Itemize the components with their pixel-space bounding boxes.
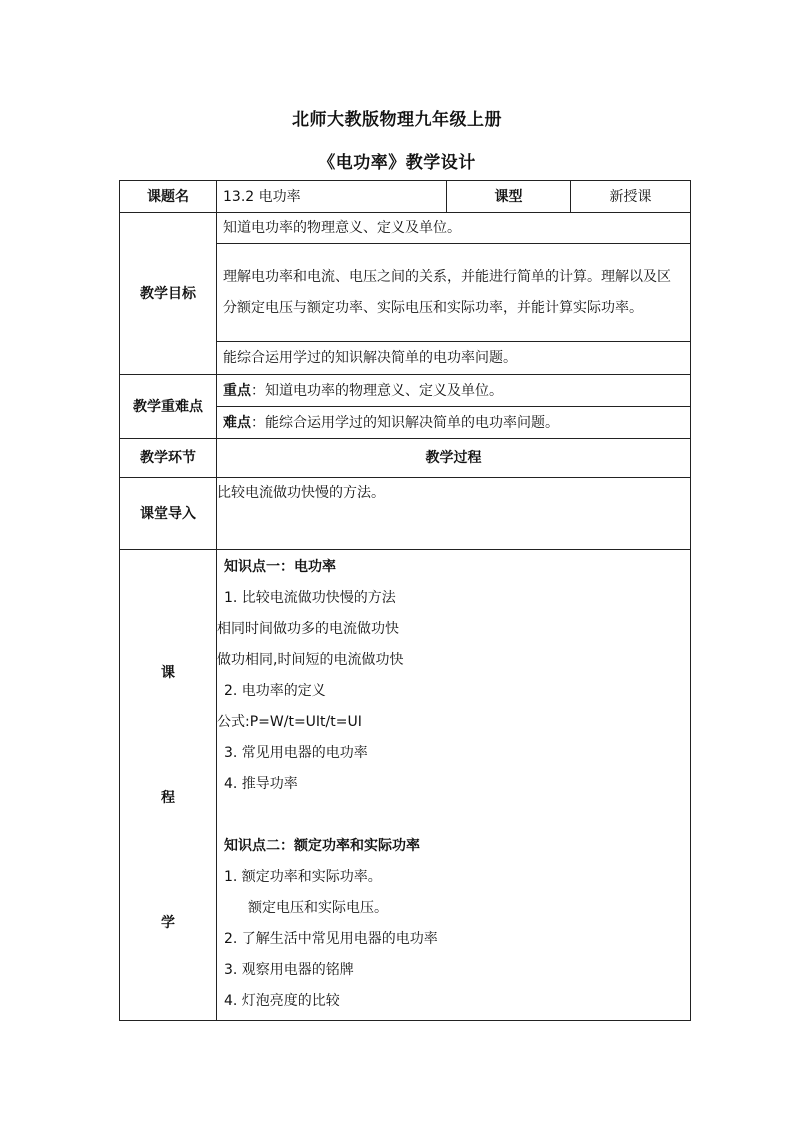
objective-item: 理解电功率和电流、电压之间的关系，并能进行简单的计算。理解以及区分额定电压与额定功率、实际电压和实际功率，并能计算实际功率。 — [217, 244, 691, 342]
topic-label: 课题名 — [120, 181, 217, 213]
lesson-line: 公式:P=W/t=UIt/t=UI — [217, 714, 362, 730]
intro-row — [120, 478, 691, 550]
lesson-stage-label — [120, 550, 216, 1020]
lesson-stage-cell — [120, 550, 217, 1021]
document-title: 北师大教版物理九年级上册 — [292, 110, 502, 130]
lesson-line: 1. 额定功率和实际功率。 — [224, 869, 382, 885]
difficult-point-label: 难点 — [223, 414, 251, 431]
lesson-line: 4. 灯泡亮度的比较 — [224, 993, 340, 1009]
lesson-line: 额定电压和实际电压。 — [248, 900, 388, 916]
intro-text: 比较电流做功快慢的方法。 — [217, 478, 691, 550]
spacer — [217, 800, 690, 831]
key-point — [217, 375, 691, 407]
objective-row-1 — [120, 213, 691, 244]
lesson-line: 2. 电功率的定义 — [224, 683, 326, 699]
lesson-line: 2. 了解生活中常见用电器的电功率 — [224, 931, 438, 947]
knowledge-point-heading: 知识点二：额定功率和实际功率 — [224, 838, 420, 854]
lesson-line: 做功相同,时间短的电流做功快 — [217, 652, 404, 668]
difficult-point — [217, 407, 691, 439]
key-point-text: ：知道电功率的物理意义、定义及单位。 — [251, 382, 503, 399]
lesson-row — [120, 550, 691, 1021]
lesson-type-label: 课型 — [447, 181, 571, 213]
lesson-stage-char: 课 — [161, 665, 175, 681]
stage-header: 教学环节 — [120, 439, 217, 478]
objectives-label: 教学目标 — [120, 213, 217, 375]
lesson-line: 4. 推导功率 — [224, 776, 298, 792]
lesson-stage-char: 程 — [161, 790, 175, 806]
lesson-stage-char: 学 — [161, 915, 175, 931]
lesson-line: 相同时间做功多的电流做功快 — [217, 621, 399, 637]
key-point-row — [120, 375, 691, 407]
objective-item: 知道电功率的物理意义、定义及单位。 — [217, 213, 691, 244]
objective-item: 能综合运用学过的知识解决简单的电功率问题。 — [217, 342, 691, 375]
process-header-row — [120, 439, 691, 478]
process-header: 教学过程 — [217, 439, 691, 478]
key-difficult-label: 教学重难点 — [120, 375, 217, 439]
document-subtitle: 《电功率》教学设计 — [318, 153, 476, 173]
lesson-lines — [217, 550, 690, 1017]
topic-value: 13.2 电功率 — [217, 181, 447, 213]
lesson-content — [217, 550, 691, 1021]
lesson-line: 1. 比较电流做功快慢的方法 — [224, 590, 396, 606]
lesson-line: 3. 常见用电器的电功率 — [224, 745, 368, 761]
lesson-type-value: 新授课 — [571, 181, 691, 213]
lesson-line: 3. 观察用电器的铭牌 — [224, 962, 354, 978]
intro-label: 课堂导入 — [120, 478, 217, 550]
knowledge-point-heading: 知识点一：电功率 — [224, 559, 336, 575]
lesson-plan-table — [119, 180, 691, 1021]
key-point-label: 重点 — [223, 382, 251, 399]
topic-row — [120, 181, 691, 213]
difficult-point-text: ：能综合运用学过的知识解决简单的电功率问题。 — [251, 414, 559, 431]
